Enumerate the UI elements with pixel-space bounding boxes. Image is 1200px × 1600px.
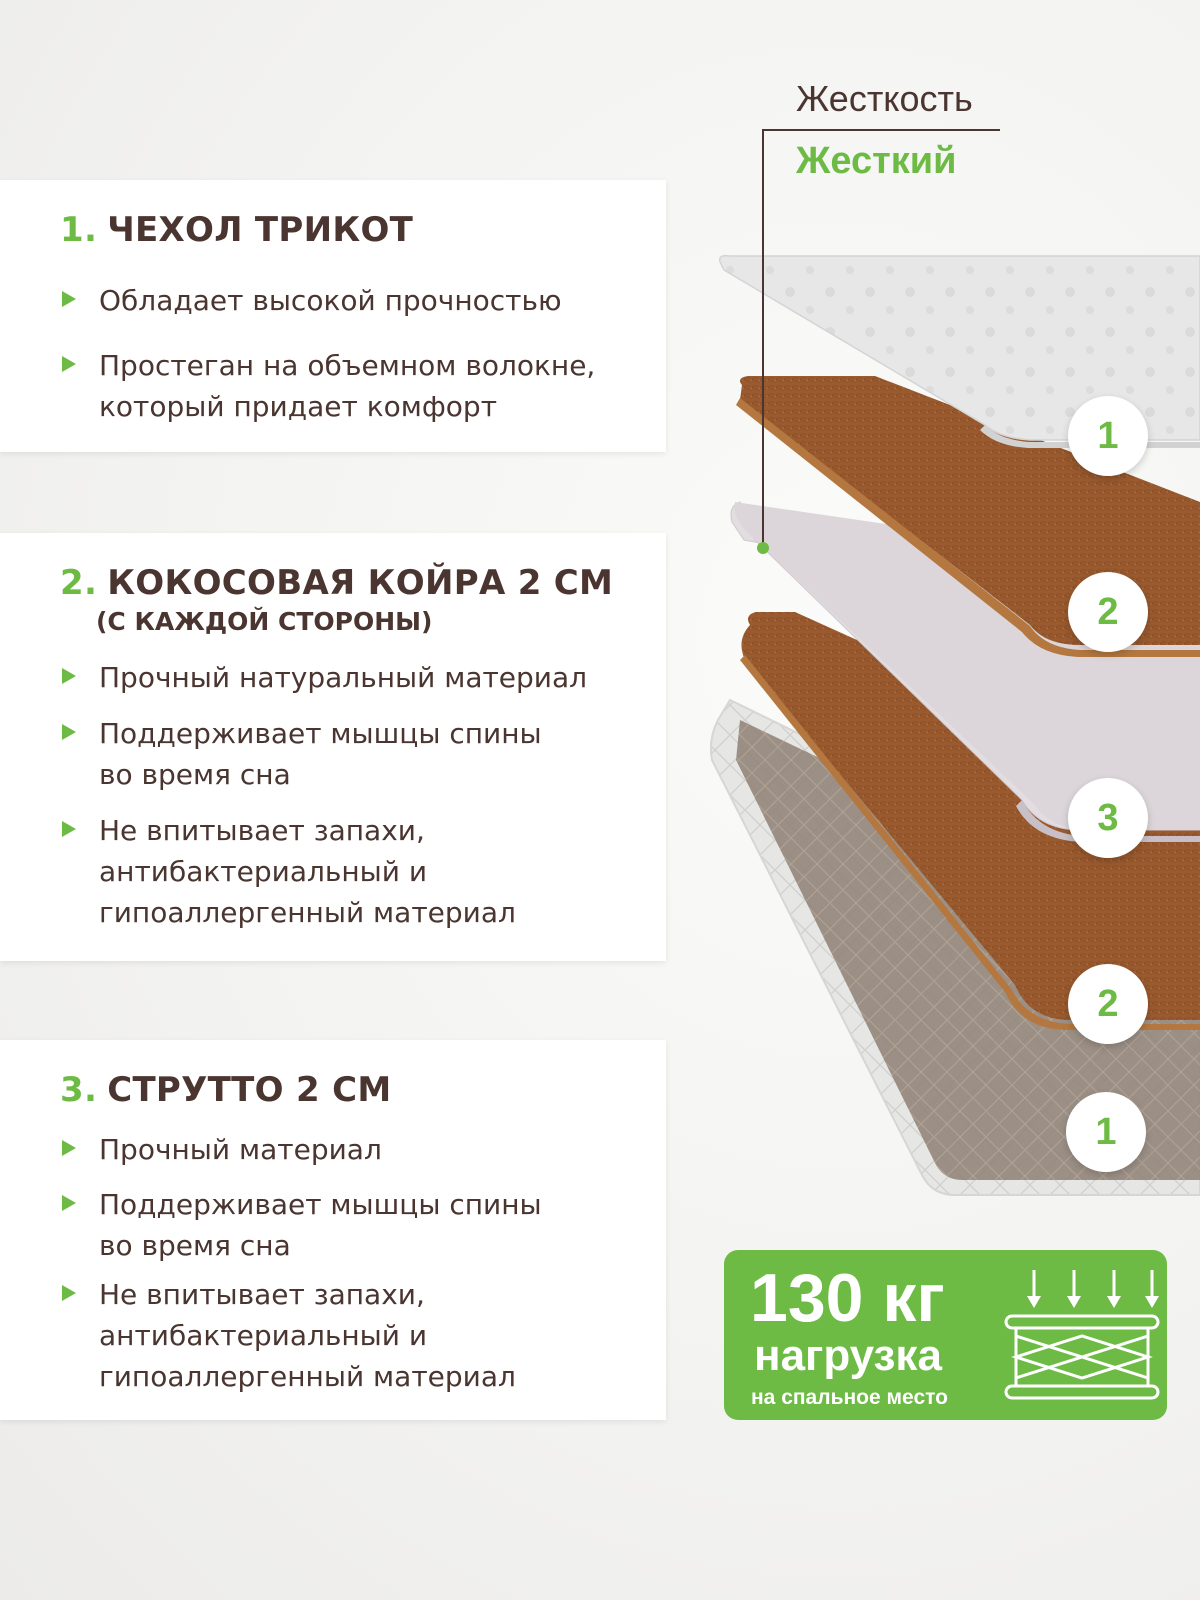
layer-badge: 1 (1066, 1092, 1146, 1172)
bullet-triangle-icon (62, 821, 76, 837)
list-item: Не впитывает запахи, антибактериальный и гипоаллергенный материал (62, 810, 532, 933)
layer-card-strutto (0, 1040, 666, 1420)
bullet-triangle-icon (62, 291, 76, 307)
layer-card-cover (0, 180, 666, 452)
bullet-triangle-icon (62, 724, 76, 740)
callout-line (762, 129, 764, 547)
list-item: Поддерживает мышцы спины во время сна (62, 1184, 582, 1266)
callout-line (762, 129, 1000, 131)
card-number: 2. (60, 563, 98, 603)
hardness-value: Жесткий (796, 140, 957, 182)
list-item: Обладает высокой прочностью (62, 280, 622, 321)
list-item: Не впитывает запахи, антибактериальный и гипоаллергенный материал (62, 1274, 532, 1397)
card-title-text: СТРУТТО 2 СМ (107, 1070, 392, 1110)
card-title (60, 563, 613, 603)
load-arrows-icon (1027, 1270, 1159, 1308)
card-title-text: ЧЕХОЛ ТРИКОТ (107, 210, 414, 250)
callout-dot (757, 542, 769, 554)
bullet-triangle-icon (62, 1195, 76, 1211)
layer-badge: 3 (1068, 778, 1148, 858)
load-value: 130 кг (750, 1260, 945, 1336)
card-subtitle: (С КАЖДОЙ СТОРОНЫ) (96, 607, 433, 636)
layer-badge: 2 (1068, 572, 1148, 652)
bullet-triangle-icon (62, 1140, 76, 1156)
list-item: Прочный материал (62, 1129, 622, 1170)
bullet-triangle-icon (62, 668, 76, 684)
layer-card-coir (0, 533, 666, 961)
bullet-triangle-icon (62, 1285, 76, 1301)
hardness-label: Жесткость (796, 78, 973, 119)
card-title-text: КОКОСОВАЯ КОЙРА 2 СМ (107, 563, 614, 603)
load-capacity-panel (724, 1250, 1167, 1420)
mattress-layers-illustration (700, 240, 1200, 1220)
spring-frame-icon (1002, 1268, 1162, 1404)
bullet-triangle-icon (62, 356, 76, 372)
card-title (60, 210, 413, 250)
card-title (60, 1070, 391, 1110)
load-note: на спальное место (751, 1386, 948, 1409)
list-item: Простеган на объемном волокне, который придает комфорт (62, 345, 602, 427)
layer-badge: 2 (1068, 964, 1148, 1044)
card-number: 1. (60, 210, 98, 250)
list-item: Поддерживает мышцы спины во время сна (62, 713, 582, 795)
list-item: Прочный натуральный материал (62, 657, 622, 698)
load-word: нагрузка (754, 1331, 942, 1380)
layer-badge: 1 (1068, 396, 1148, 476)
card-number: 3. (60, 1070, 98, 1110)
